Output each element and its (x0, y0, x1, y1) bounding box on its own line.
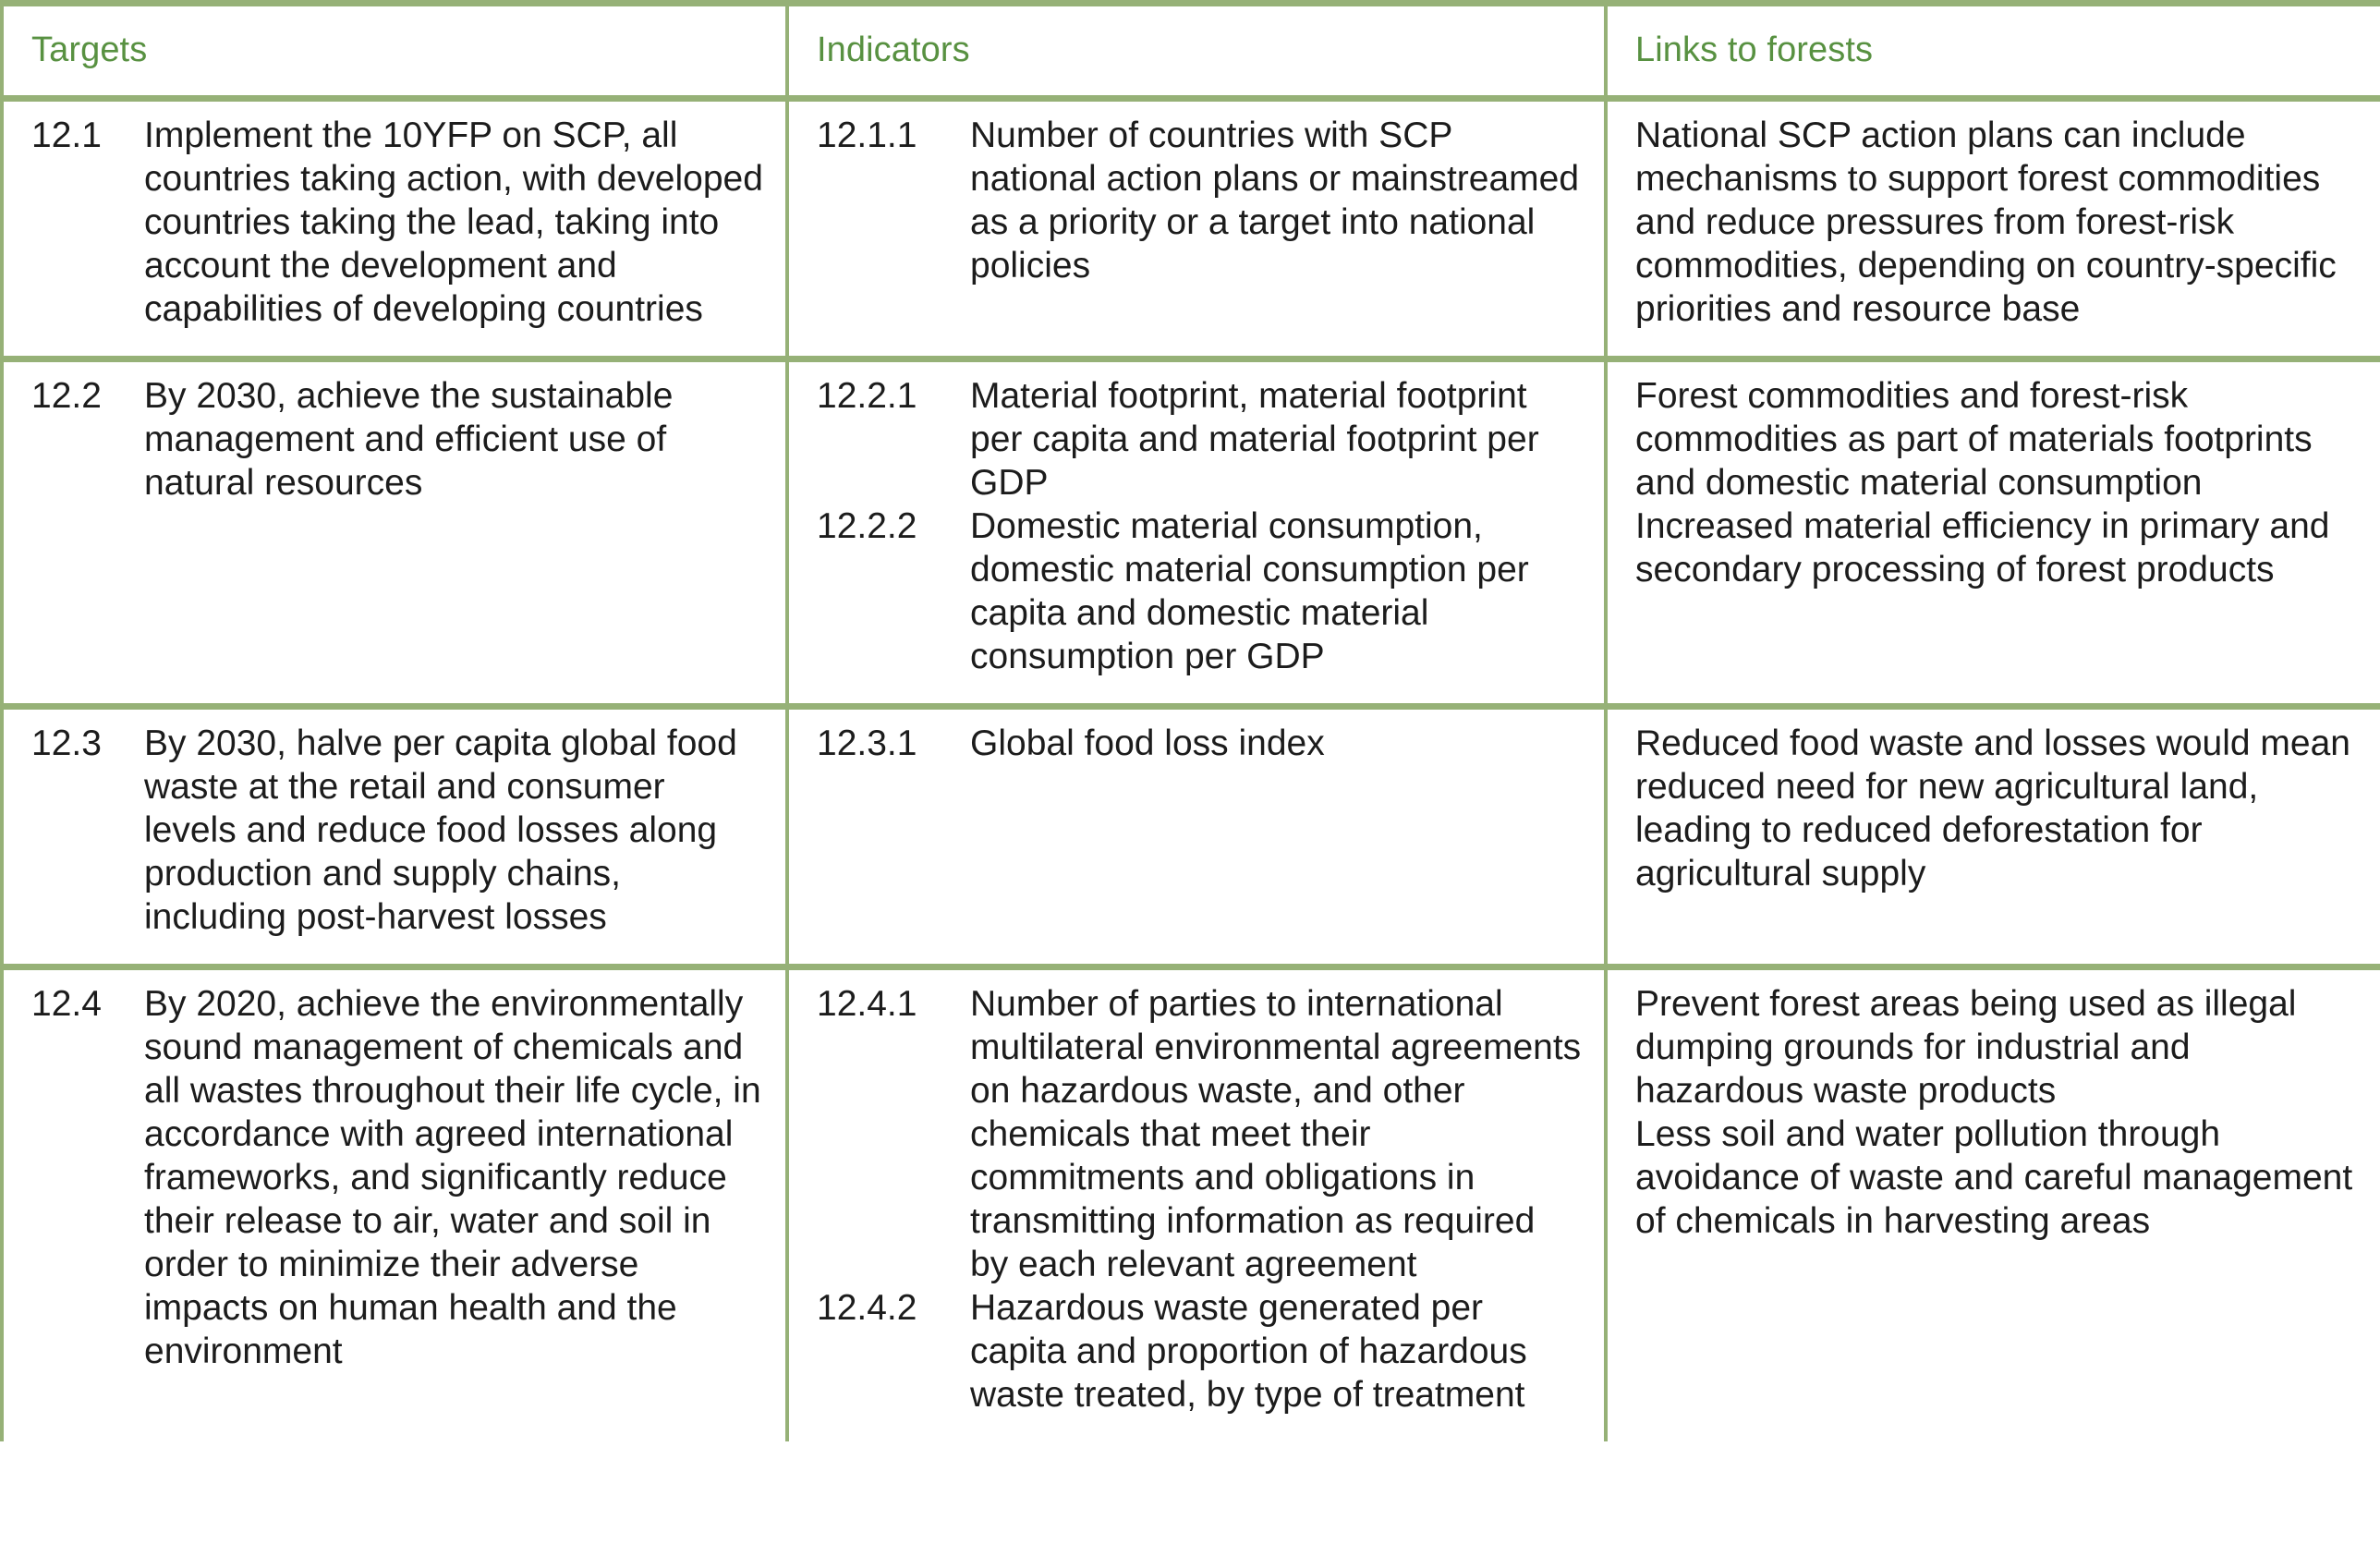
indicator-text: Number of parties to international multilateral environmental agreements on hazardous waste, and other chemicals that meet their commitments and obligations in transmitting information as required by each relevant agreement (970, 983, 1582, 1284)
cell-indicators (787, 99, 1606, 359)
link-paragraph: Reduced food waste and losses would mean reduced need for new agricultural land, leading to reduced deforestation for agricultural supply (1635, 723, 2350, 894)
indicator-text: Global food loss index (970, 723, 1325, 763)
target-entry (31, 983, 763, 1374)
cell-indicators (787, 967, 1606, 1441)
indicator-number: 12.4.2 (817, 1287, 917, 1328)
link-paragraph: Prevent forest areas being used as illegal dumping grounds for industrial and hazardous waste products (1635, 983, 2297, 1111)
cell-links-to-forests (1606, 706, 2380, 967)
cell-indicators (787, 706, 1606, 967)
target-number: 12.2 (31, 375, 102, 416)
header-row (2, 4, 2380, 99)
target-number: 12.3 (31, 723, 102, 763)
target-entry (31, 375, 763, 505)
indicator-text: Number of countries with SCP national action plans or mainstreamed as a priority or a target into national policies (970, 115, 1580, 286)
target-text: Implement the 10YFP on SCP, all countries taking action, with developed countries taking the lead, taking into account the development and capabilities of developing countries (144, 115, 763, 329)
cell-targets (2, 967, 787, 1441)
cell-targets (2, 99, 787, 359)
table-header (2, 4, 2380, 99)
target-number: 12.1 (31, 115, 102, 155)
indicator-number: 12.3.1 (817, 723, 917, 763)
indicator-entry (817, 115, 1582, 288)
column-header-indicators: Indicators (787, 4, 1606, 99)
indicator-text: Hazardous waste generated per capita and proportion of hazardous waste treated, by type of treatment (970, 1287, 1527, 1415)
link-paragraph: Less soil and water pollution through avoidance of waste and careful management of chemicals in harvesting areas (1635, 1113, 2353, 1241)
table-body (2, 99, 2380, 1441)
cell-links-to-forests (1606, 967, 2380, 1441)
column-header-links-to-forests: Links to forests (1606, 4, 2380, 99)
cell-targets (2, 359, 787, 706)
link-paragraph: Increased material efficiency in primary and secondary processing of forest products (1635, 505, 2330, 590)
indicator-number: 12.4.1 (817, 983, 917, 1024)
target-entry (31, 723, 763, 940)
target-text: By 2030, achieve the sustainable management and efficient use of natural resources (144, 375, 674, 503)
link-paragraph: National SCP action plans can include mechanisms to support forest commodities and reduce pressures from forest-risk commodities, depending on country-specific priorities and resource base (1635, 115, 2337, 329)
cell-targets (2, 706, 787, 967)
indicator-text: Domestic material consumption, domestic material consumption per capita and domestic material consumption per GDP (970, 505, 1529, 676)
table-row (2, 706, 2380, 967)
table-row (2, 967, 2380, 1441)
indicator-entry (817, 723, 1582, 766)
indicator-entry (817, 375, 1582, 505)
indicator-number: 12.2.2 (817, 505, 917, 546)
indicator-number: 12.1.1 (817, 115, 917, 155)
indicator-entry (817, 983, 1582, 1287)
indicator-number: 12.2.1 (817, 375, 917, 416)
table-row (2, 359, 2380, 706)
cell-links-to-forests (1606, 99, 2380, 359)
target-number: 12.4 (31, 983, 102, 1024)
table-row (2, 99, 2380, 359)
indicator-text: Material footprint, material footprint per capita and material footprint per GDP (970, 375, 1539, 503)
indicator-entry (817, 1287, 1582, 1417)
target-text: By 2030, halve per capita global food waste at the retail and consumer levels and reduce food losses along production and supply chains, including post-harvest losses (144, 723, 737, 937)
target-text: By 2020, achieve the environmentally sound management of chemicals and all wastes throughout their life cycle, in accordance with agreed international frameworks, and significantly reduce their release to air, water and soil in order to minimize their adverse impacts on human health and the environment (144, 983, 761, 1371)
cell-links-to-forests (1606, 359, 2380, 706)
cell-indicators (787, 359, 1606, 706)
column-header-targets: Targets (2, 4, 787, 99)
indicator-entry (817, 505, 1582, 679)
target-entry (31, 115, 763, 332)
link-paragraph: Forest commodities and forest-risk commodities as part of materials footprints and domestic material consumption (1635, 375, 2313, 503)
